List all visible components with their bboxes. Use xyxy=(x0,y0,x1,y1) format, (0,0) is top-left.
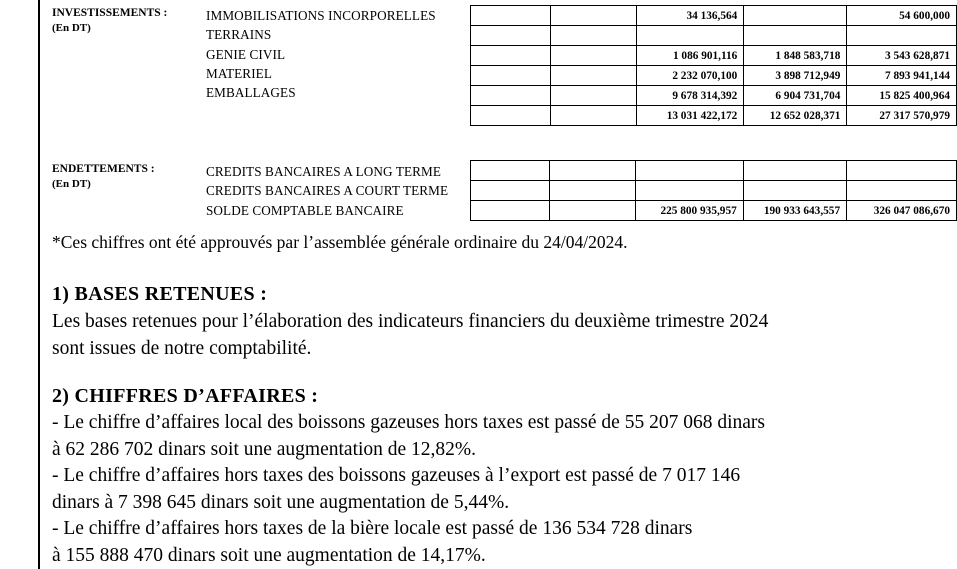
table-cell: 7 893 941,144 xyxy=(847,66,957,86)
table-cell: 225 800 935,957 xyxy=(635,201,743,221)
table-cell xyxy=(471,26,551,46)
table-row xyxy=(471,201,957,221)
table-row xyxy=(471,26,957,46)
section-label-unit: (En DT) xyxy=(52,178,91,190)
table-cell: 2 232 070,100 xyxy=(636,66,744,86)
table-cell xyxy=(471,66,551,86)
paragraph-line: - Le chiffre d’affaires local des boissons gazeuses hors taxes est passé de 55 207 068 dinars xyxy=(52,412,765,433)
table-cell xyxy=(743,161,846,181)
table-cell xyxy=(471,6,551,26)
list-item: CREDITS BANCAIRES A COURT TERME xyxy=(206,183,449,199)
paragraph-line: à 62 286 702 dinars soit une augmentation de 12,82%. xyxy=(52,438,477,460)
table-cell xyxy=(471,106,551,126)
paragraph-line: dinars à 7 398 645 dinars soit une augmentation de 5,44%. xyxy=(52,491,510,513)
table-cell: 3 543 628,871 xyxy=(847,46,957,66)
table-cell xyxy=(847,26,957,46)
table-cell xyxy=(471,201,550,221)
table-cell xyxy=(550,46,636,66)
section-investissements xyxy=(38,6,450,102)
list-item: MATERIEL xyxy=(206,65,272,81)
list-item: SOLDE COMPTABLE BANCAIRE xyxy=(206,202,404,218)
table-row xyxy=(471,46,957,66)
table-cell xyxy=(744,26,847,46)
table-cell xyxy=(636,26,744,46)
table-cell xyxy=(847,161,957,181)
table-row xyxy=(471,86,957,106)
table-cell: 1 086 901,116 xyxy=(636,46,744,66)
section-label-unit: (En DT) xyxy=(52,22,91,34)
table-cell: 27 317 570,979 xyxy=(847,106,957,126)
table-cell xyxy=(471,86,551,106)
table-cell xyxy=(744,6,847,26)
section-endettements xyxy=(38,162,450,220)
table-cell: 12 652 028,371 xyxy=(744,106,847,126)
table-cell xyxy=(743,181,846,201)
table-cell: 9 678 314,392 xyxy=(636,86,744,106)
table-cell: 3 898 712,949 xyxy=(744,66,847,86)
table-row xyxy=(471,6,957,26)
table-cell xyxy=(550,86,636,106)
paragraph-line: - Le chiffre d’affaires hors taxes de la bière locale est passé de 136 534 728 dinars xyxy=(52,518,693,539)
table-cell xyxy=(471,46,551,66)
table-cell xyxy=(847,181,957,201)
table-cell: 15 825 400,964 xyxy=(847,86,957,106)
table-cell xyxy=(635,161,743,181)
bullet-chiffre-affaires-biere xyxy=(52,516,904,569)
footnote-approval: *Ces chiffres ont été approuvés par l’assemblée générale ordinaire du 24/04/2024. xyxy=(52,232,628,252)
table-cell xyxy=(471,161,550,181)
table-row xyxy=(471,181,957,201)
table-row xyxy=(471,66,957,86)
paragraph-line: sont issues de notre comptabilité. xyxy=(52,337,312,359)
table-cell xyxy=(635,181,743,201)
section-label-endettements xyxy=(38,162,206,192)
endettements-table xyxy=(470,160,957,221)
table-cell xyxy=(550,26,636,46)
table-cell: 190 933 643,557 xyxy=(743,201,846,221)
paragraph-bases-retenues xyxy=(52,309,904,362)
table-row xyxy=(471,161,957,181)
table-cell: 326 047 086,670 xyxy=(847,201,957,221)
table-cell: 34 136,564 xyxy=(636,6,744,26)
investissements-table xyxy=(470,5,957,126)
table-row-total xyxy=(471,106,957,126)
list-item: TERRAINS xyxy=(206,27,272,43)
section-label-investissements xyxy=(38,6,206,36)
bullet-chiffre-affaires-export xyxy=(52,463,904,516)
bullet-chiffre-affaires-local xyxy=(52,410,904,463)
table-cell: 1 848 583,718 xyxy=(744,46,847,66)
list-item: IMMOBILISATIONS INCORPORELLES xyxy=(206,8,436,23)
section-label-text: ENDETTEMENTS : xyxy=(52,163,155,175)
paragraph-line: à 155 888 470 dinars soit une augmentation de 14,17%. xyxy=(52,544,486,566)
table-cell: 6 904 731,704 xyxy=(744,86,847,106)
list-item: CREDITS BANCAIRES A LONG TERME xyxy=(206,164,442,179)
investissements-item-list xyxy=(206,6,450,102)
table-cell: 13 031 422,172 xyxy=(636,106,744,126)
table-cell xyxy=(471,181,550,201)
table-cell xyxy=(550,161,636,181)
paragraph-line: Les bases retenues pour l’élaboration des indicateurs financiers du deuxième trimestre 2024 xyxy=(52,311,769,332)
section-label-text: INVESTISSEMENTS : xyxy=(52,7,168,19)
heading-chiffres-affaires: 2) CHIFFRES D’AFFAIRES : xyxy=(52,385,319,407)
table-cell xyxy=(550,201,636,221)
list-item: GENIE CIVIL xyxy=(206,46,286,62)
table-cell xyxy=(550,66,636,86)
paragraph-line: - Le chiffre d’affaires hors taxes des boissons gazeuses à l’export est passé de 7 017 146 xyxy=(52,465,741,486)
heading-bases-retenues: 1) BASES RETENUES : xyxy=(52,283,268,305)
endettements-item-list xyxy=(206,162,450,220)
table-cell xyxy=(550,106,636,126)
list-item: EMBALLAGES xyxy=(206,85,296,101)
table-cell xyxy=(550,181,636,201)
table-cell xyxy=(550,6,636,26)
table-cell: 54 600,000 xyxy=(847,6,957,26)
